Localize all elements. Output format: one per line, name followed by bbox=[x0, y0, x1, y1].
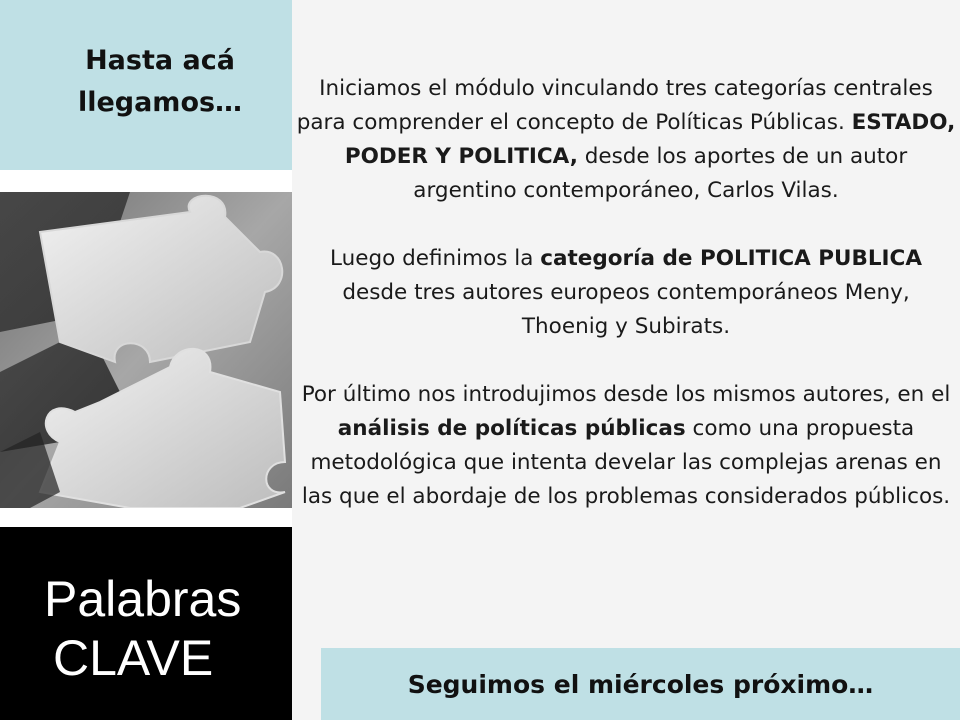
p2-text-c: desde tres autores europeos contemporáneos Meny, Thoenig y Subirats. bbox=[342, 280, 910, 339]
keywords-box bbox=[0, 527, 292, 720]
left-column bbox=[0, 0, 292, 720]
intro-title-line2: llegamos… bbox=[77, 87, 243, 118]
p3-text-c: como una propuesta metodológica que intenta develar las complejas arenas en las que el abordaje de los problemas considerados públicos. bbox=[301, 416, 951, 509]
puzzle-image bbox=[0, 192, 292, 508]
p1-text-c: desde los aportes de un autor argentino contemporáneo, Carlos Vilas. bbox=[413, 144, 908, 203]
paragraph-gap bbox=[296, 208, 956, 242]
next-session-text: Seguimos el miércoles próximo… bbox=[407, 670, 874, 699]
p1-text-a: Iniciamos el módulo vinculando tres categorías centrales para comprender el concepto de Políticas Públicas. bbox=[296, 76, 933, 135]
summary-text bbox=[296, 72, 956, 514]
summary-paragraph-1 bbox=[296, 72, 956, 208]
keywords-line1: Palabras bbox=[44, 571, 242, 627]
p2-text-bold: categoría de POLITICA PUBLICA bbox=[540, 246, 922, 271]
summary-paragraph-3 bbox=[296, 378, 956, 514]
p1-text-bold: ESTADO, PODER Y POLITICA, bbox=[344, 110, 956, 169]
puzzle-pieces-illustration bbox=[0, 192, 292, 508]
keywords-line2: CLAVE bbox=[53, 630, 214, 686]
paragraph-gap bbox=[296, 344, 956, 378]
p3-text-a: Por último nos introdujimos desde los mismos autores, en el bbox=[301, 382, 951, 407]
next-session-banner bbox=[321, 648, 960, 720]
intro-title-line1: Hasta acá bbox=[85, 45, 235, 76]
intro-title bbox=[0, 40, 320, 124]
p3-text-bold: análisis de políticas públicas bbox=[337, 416, 686, 441]
intro-box bbox=[0, 0, 292, 170]
summary-paragraph-2 bbox=[296, 242, 956, 344]
p2-text-a: Luego definimos la bbox=[330, 246, 541, 271]
